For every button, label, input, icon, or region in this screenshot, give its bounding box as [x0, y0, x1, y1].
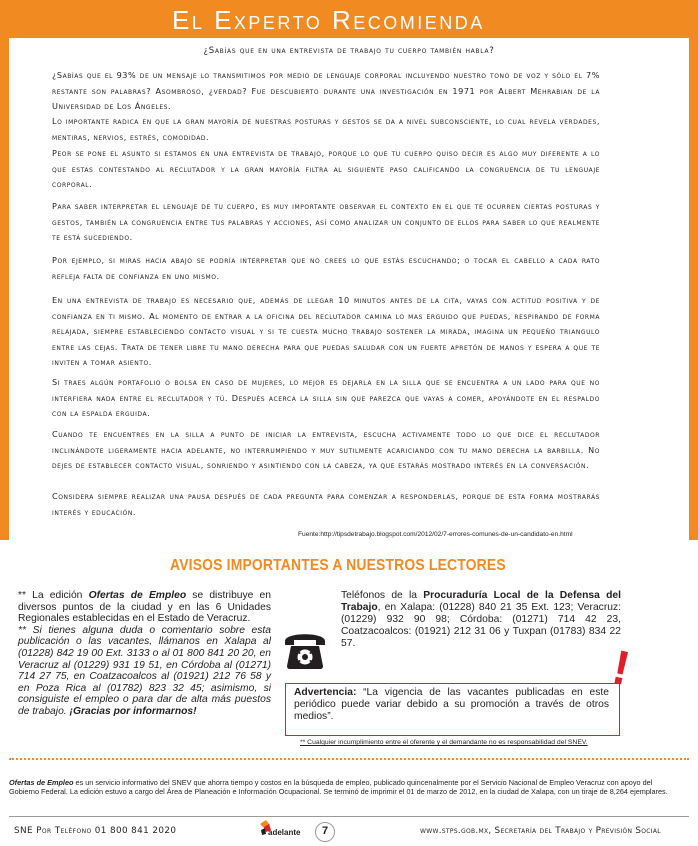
article-paragraph: En una entrevista de trabajo es necesario que, además de llegar 10 minutos antes de la cita, vayas con actitud positiva y de confianza en ti mismo. Al momento de entrar a la oficina del reclutador camina lo mas erguido que puedas, respirando de forma relajada, siempre estableciendo contacto visual y si te cuesta mucho trabajo sostener la mirada, imagina un pequeño triangulo entre las cejas. Trata de tener libre tu mano derecha para que puedas saludar con un fuerte apretón de manos y espera a que te inviten a tomar asiento. [52, 295, 600, 367]
source-link[interactable]: Fuente:http://tipsdetrabajo.blogspot.com/2012/02/7-errores-comunes-de-un-candidato-en.html [298, 531, 573, 538]
article-paragraph: ¿Sabías que el 93% de un mensaje lo transmitimos por medio de lenguaje corporal incluyendo nuestro tono de voz y sólo el 7% restante son palabras? Asombroso, ¿verdad? Fue descubierto durante una investigación en 1971 por Albert Mehrabian de la Universidad de Los Ángeles. [52, 70, 600, 111]
disclaimer: ** Cualquier incumplimiento entre el oferente y el demandante no es responsabilidad del SNEV. [300, 739, 588, 746]
procuraduria-phones: Teléfonos de la Procuraduría Local de la Defensa del Trabajo, en Xalapa: (01228) 840 21 35 Ext. 123; Veracruz: (01229) 932 90 98; Córdoba: (01271) 714 42 23, Coatzacoalcos: (01921) 212 31 06 y Tuxpan (01783) 834 22 57. [341, 590, 621, 649]
footer-divider [9, 816, 689, 817]
footer-website[interactable]: www.stps.gob.mx, Secretaría del Trabajo y Previsión Social [420, 826, 661, 836]
publication-info: Ofertas de Empleo es un servicio informativo del SNEV que ahorra tiempo y costos en la búsqueda de empleo, publicado quincenalmente por el Servicio Nacional de Empleo Veracruz con apoyo del Gobierno Federal. La edición estuvo a cargo del Área de Planeación e Información Ocupacional. Se terminó de imprimir el 01 de marzo de 2012, en la ciudad de Xalapa, con un tiraje de 8,264 ejemplares. [9, 778, 668, 797]
article-paragraph: Por ejemplo, si miras hacia abajo se podría interpretar que no crees lo que estás escuchando; o tocar el cabello a cada rato refleja falta de confianza en uno mismo. [52, 255, 600, 281]
article-paragraph: Cuando te encuentres en la silla a punto de iniciar la entrevista, escucha activamente todo lo que dice el reclutador inclinándote ligeramente hacia adelante, no interrumpiendo y muy sutilmente acariciando con tu mano derecha la barbilla. No dejes de establecer contacto visual, sonriendo y asintiendo con la cabeza, ya que estarás mostrado interés en la conversación. [52, 429, 600, 470]
contact-note: ** Si tienes alguna duda o comentario sobre esta publicación o las vacantes, llámanos en Xalapa al (01228) 842 19 00 Ext. 3133 o al 01 800 841 20 20, en Veracruz al (01229) 931 19 51, en Córdoba al (01271) 714 27 75, en Coatzacoalcos al (01921) 212 76 58 y en Poza Rica al (01782) 823 32 45; asimismo, si consiguiste el empleo o para dar de alta más puestos de trabajo. ¡Gracias por informarnos! [18, 624, 271, 717]
footer-phone: SNE Por Teléfono 01 800 841 2020 [14, 826, 177, 836]
divider [9, 758, 689, 760]
avisos-heading: AVISOS IMPORTANTES A NUESTROS LECTORES [170, 557, 506, 574]
article-paragraph: Para saber interpretar el lenguaje de tu cuerpo, es muy importante observar el contexto en el que te ocurren ciertas posturas y gestos, también la congruencia entre tus palabras y acciones, así como analizar un conjunto de ellos para saber lo que realmente te está sucediendo. [52, 201, 600, 242]
article-paragraph: Lo importante radica en que la gran mayoría de nuestras posturas y gestos se da a nivel subconsciente, lo cual revela verdades, mentiras, nervios, estrés, comodidad. [52, 116, 600, 142]
article-paragraph: Considera siempre realizar una pausa después de cada pregunta para comenzar a responderlas, porque de esta forma mostrarás interés y educación. [52, 491, 600, 517]
article-paragraph: Si traes algún portafolio o bolsa en caso de mujeres, lo mejor es dejarla en la silla que se encuentra a un lado para que no interfiera nada entre el reclutador y tú. Después acerca la silla sin que parezca que vayas a comer, apoyándote en el respaldo con la espalda erguida. [52, 377, 600, 418]
page-number: 7 [321, 825, 329, 837]
advertencia-text: Advertencia: “La vigencia de las vacantes publicadas en este periódico puede variar debido a su promoción a través de otros medios”. [294, 687, 609, 723]
avisos-left-column [18, 590, 271, 718]
telephone-icon [282, 628, 328, 670]
logo-text: adelante [268, 828, 301, 837]
distribution-note: ** La edición Ofertas de Empleo se distribuye en diversos puntos de la ciudad y en las 6 Unidades Regionales establecidas en el Estado de Veracruz. [18, 590, 271, 625]
page-title: El Experto Recomienda [172, 5, 485, 35]
exclamation-icon: ! [607, 640, 635, 697]
article-subtitle: ¿Sabías que en una entrevista de trabajo tu cuerpo también habla? [203, 46, 495, 56]
article-paragraph: Peor se pone el asunto si estamos en una entrevista de trabajo, porque lo que tu cuerpo quiso decir es algo muy diferente a lo que estas contestando al reclutador y la gran mayoría filtra al siguiente paso calificando la congruencia de tu lenguaje corporal. [52, 148, 600, 189]
